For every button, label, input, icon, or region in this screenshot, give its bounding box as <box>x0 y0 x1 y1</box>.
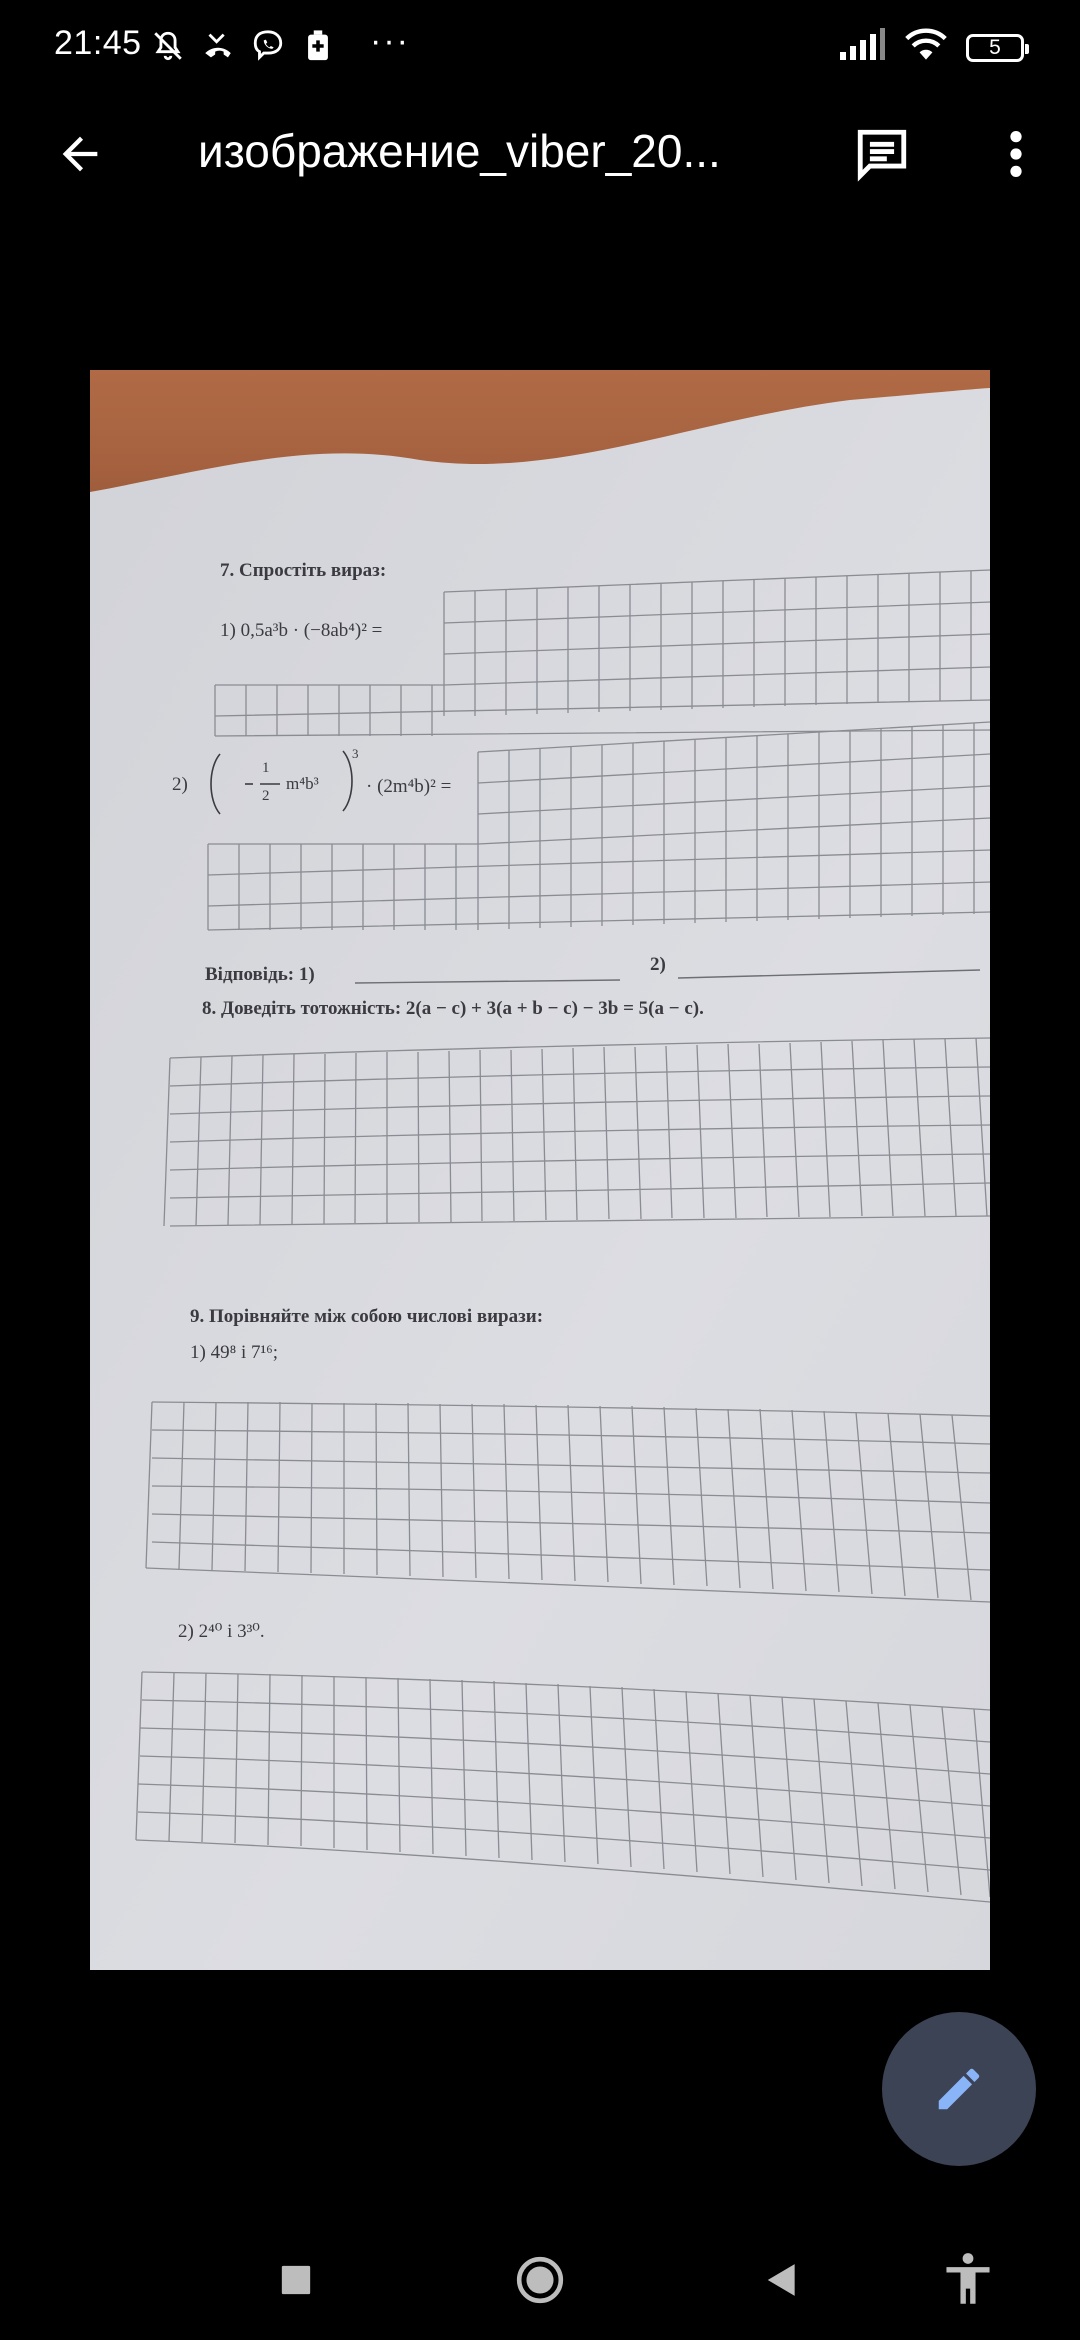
accessibility-icon <box>942 2252 994 2308</box>
more-vert-icon <box>1008 128 1024 180</box>
fraction-variable: m⁴b³ <box>286 774 319 793</box>
back-nav-button[interactable] <box>746 2244 818 2316</box>
q7-expression-2-prefix: 2) <box>172 774 188 795</box>
top-app-bar <box>0 96 1080 212</box>
q7-title: 7. Спростіть вираз: <box>220 560 387 581</box>
system-icons <box>838 28 1024 67</box>
pencil-icon <box>932 2062 986 2116</box>
battery-icon <box>966 34 1024 62</box>
arrow-back-icon <box>54 128 106 180</box>
back-triangle-icon <box>763 2261 801 2299</box>
notification-icons <box>150 22 410 66</box>
fraction-numerator: 1 <box>262 760 270 776</box>
paper-sheet <box>90 370 990 1970</box>
q8-text: 8. Доведіть тотожність: 2(a − c) + 3(a + b − c) − 3b = 5(a − c). <box>202 998 704 1019</box>
answer-two-label: 2) <box>650 954 666 975</box>
accessibility-button[interactable] <box>932 2244 1004 2316</box>
edit-fab[interactable] <box>882 2012 1036 2166</box>
comment-button[interactable] <box>846 118 918 190</box>
battery-level: 5 <box>989 35 1001 59</box>
recents-button[interactable] <box>260 2244 332 2316</box>
fraction-exponent: 3 <box>352 746 359 761</box>
more-notifications-icon: ··· <box>370 22 410 60</box>
comment-icon <box>853 125 911 183</box>
viber-icon <box>250 28 286 64</box>
recents-icon <box>279 2263 313 2297</box>
status-time: 21:45 <box>54 24 142 62</box>
home-icon <box>515 2255 565 2305</box>
wifi-icon <box>904 28 948 67</box>
battery-saver-icon <box>300 28 336 64</box>
q7-expression-2-tail: · (2m⁴b)² = <box>366 776 452 797</box>
q7-expression-1: 1) 0,5a³b · (−8ab⁴)² = <box>220 620 383 641</box>
fraction-denominator: 2 <box>262 788 270 804</box>
answer-label: Відповідь: 1) <box>205 964 315 985</box>
file-title: изображение_viber_20... <box>198 125 721 177</box>
status-bar <box>0 0 1080 96</box>
photo-image[interactable] <box>90 370 990 1970</box>
back-button[interactable] <box>44 118 116 190</box>
worksheet-paper <box>90 370 990 1970</box>
q9-title: 9. Порівняйте між собою числові вирази: <box>190 1306 544 1327</box>
system-nav-bar <box>0 2220 1080 2340</box>
q9-item-2: 2) 2⁴⁰ і 3³⁰. <box>178 1621 265 1642</box>
home-button[interactable] <box>504 2244 576 2316</box>
muted-bell-icon <box>150 28 186 64</box>
q9-item-1: 1) 49⁸ і 7¹⁶; <box>190 1342 279 1363</box>
more-options-button[interactable] <box>980 118 1052 190</box>
missed-call-icon <box>200 28 236 64</box>
signal-icon <box>838 28 886 67</box>
